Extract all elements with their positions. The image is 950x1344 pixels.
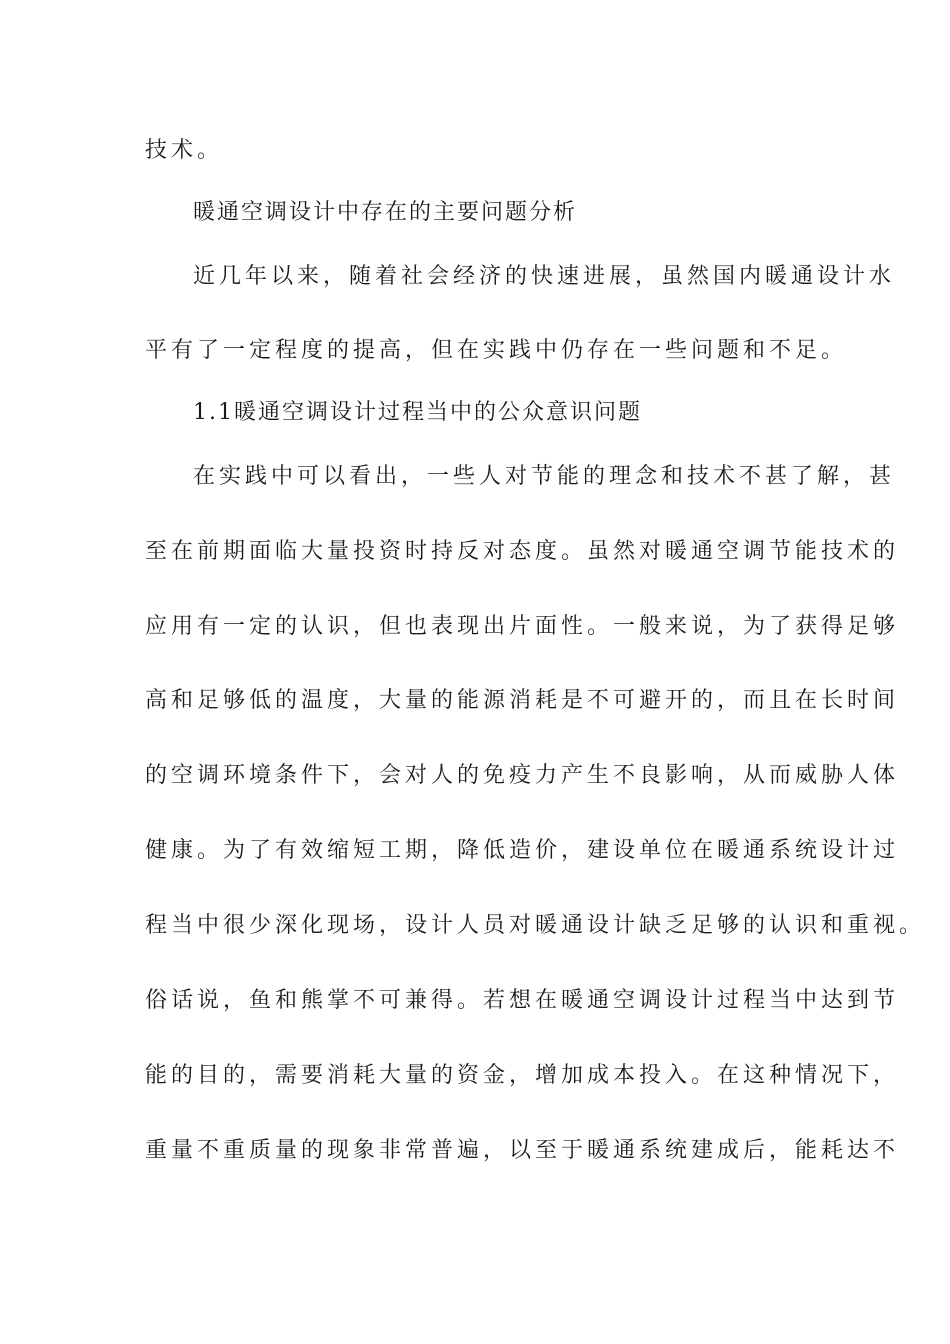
paragraph-line: 应用有一定的认识，但也表现出片面性。一般来说，为了获得足够 — [145, 614, 900, 639]
paragraph-line: 俗话说，鱼和熊掌不可兼得。若想在暖通空调设计过程当中达到节 — [145, 988, 900, 1013]
paragraph-line: 至在前期面临大量投资时持反对态度。虽然对暖通空调节能技术的 — [145, 539, 900, 564]
paragraph-line: 健康。为了有效缩短工期，降低造价，建设单位在暖通系统设计过 — [145, 838, 900, 863]
paragraph-line: 平有了一定程度的提高，但在实践中仍存在一些问题和不足。 — [145, 338, 848, 363]
subsection-heading: 1.1暖通空调设计过程当中的公众意识问题 — [193, 400, 642, 425]
paragraph-line: 技术。 — [145, 138, 224, 163]
paragraph-line: 程当中很少深化现场，设计人员对暖通设计缺乏足够的认识和重视。 — [145, 913, 926, 938]
paragraph-line: 在实践中可以看出，一些人对节能的理念和技术不甚了解，甚 — [193, 464, 896, 489]
paragraph-line: 高和足够低的温度，大量的能源消耗是不可避开的，而且在长时间 — [145, 688, 900, 713]
paragraph-line: 的空调环境条件下，会对人的免疫力产生不良影响，从而威胁人体 — [145, 763, 900, 788]
paragraph-line: 重量不重质量的现象非常普遍，以至于暖通系统建成后，能耗达不 — [145, 1138, 900, 1163]
paragraph-line: 能的目的，需要消耗大量的资金，增加成本投入。在这种情况下， — [145, 1063, 900, 1088]
section-heading: 暖通空调设计中存在的主要问题分析 — [193, 200, 578, 225]
paragraph-line: 近几年以来，随着社会经济的快速进展，虽然国内暖通设计水 — [193, 264, 896, 289]
